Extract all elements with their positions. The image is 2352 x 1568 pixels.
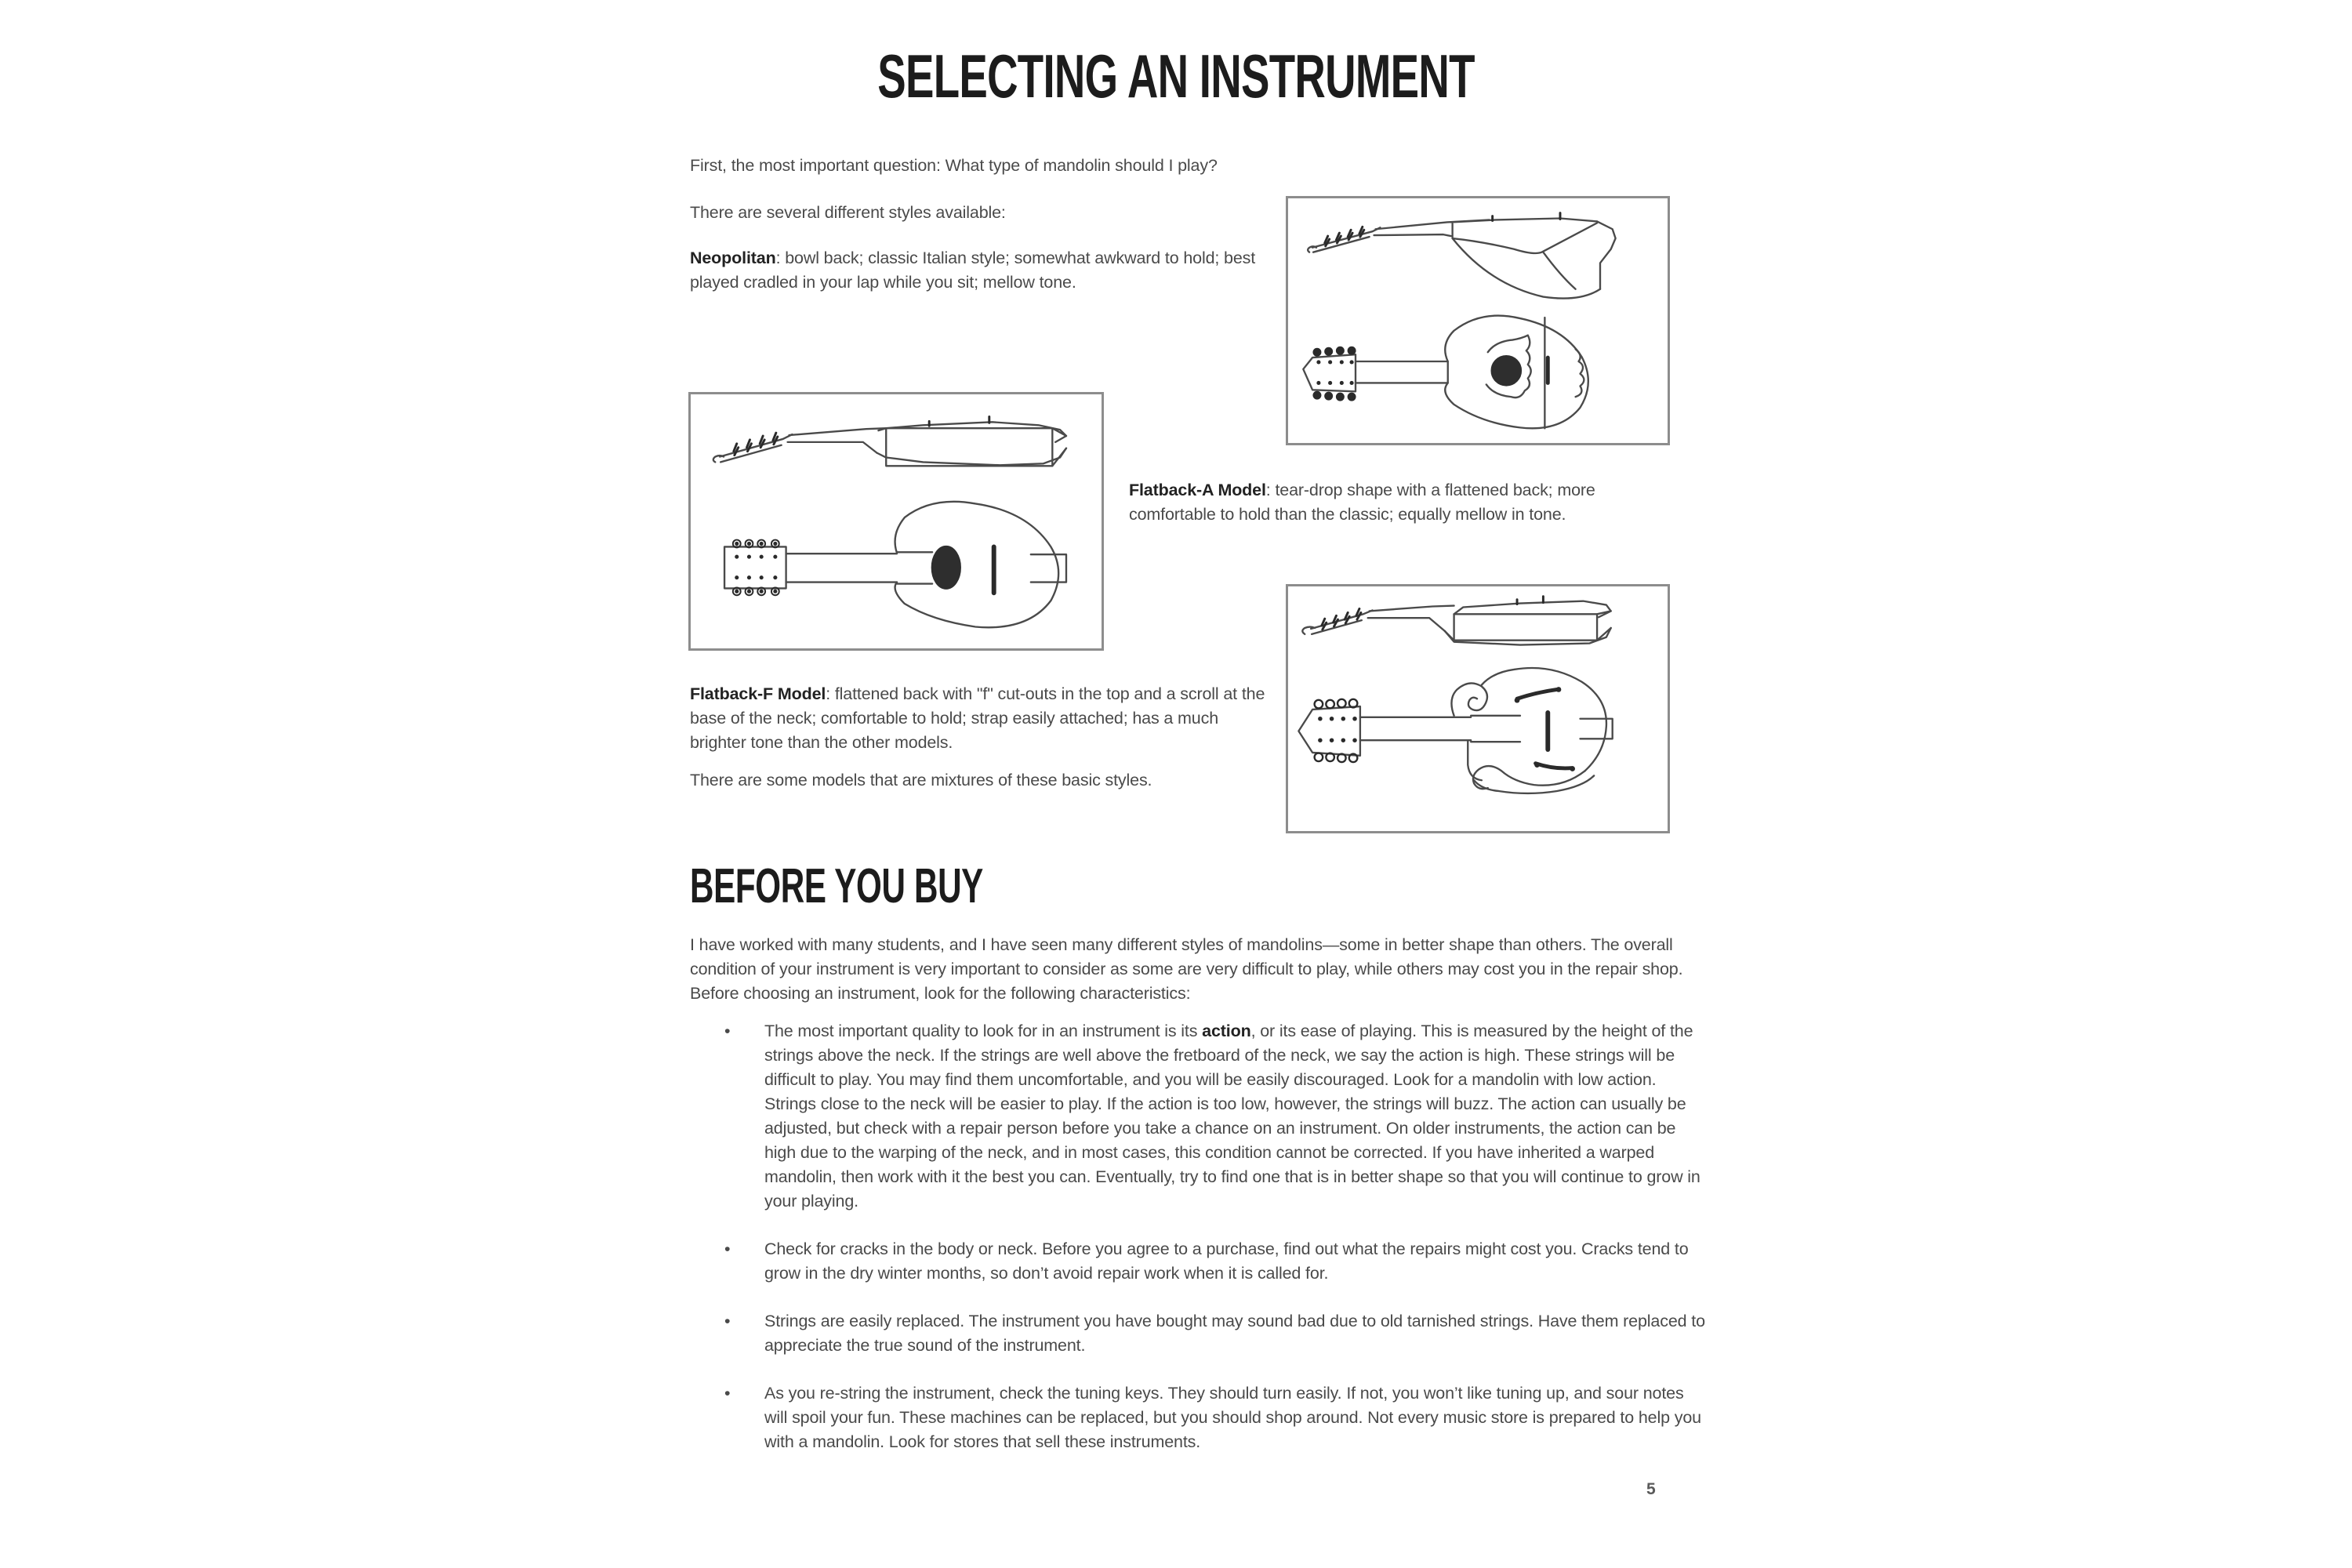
flatback-a-label: Flatback-A Model <box>1129 481 1266 499</box>
list-item-emphasis: action <box>1202 1022 1251 1040</box>
flatback-f-text: : flattened back with "f" cut-outs in the top and a scroll at the base of the neck; comfortable to hold; strap easily attached; has a much brighter tone than the other models. <box>690 684 1265 752</box>
bullet-marker-icon: • <box>724 1312 731 1330</box>
characteristics-bullet-list <box>690 1019 1705 1478</box>
flatback-f-mandolin-illustration <box>1286 584 1670 833</box>
list-item <box>690 1019 1705 1214</box>
list-item-text-post: , or its ease of playing. This is measured by the height of the strings above the neck. If the strings are well above the fretboard of the neck, we say the action is high. These strings will be difficult to play. You may find them uncomfortable, and you will be easily discouraged. Look for a mandolin with low action. Strings close to the neck will be easier to play. If the action is too low, however, the strings will buzz. The action can usually be adjusted, but check with a repair person before you take a chance on an instrument. On older instruments, the action can be high due to the warping of the neck, and in most cases, this condition cannot be corrected. If you have inherited a warped mandolin, then work with it the best you can. Eventually, try to find one that is in better shape so that you will continue to grow in your playing. <box>764 1022 1700 1210</box>
list-item-text-pre: Strings are easily replaced. The instrument you have bought may sound bad due to old tarnished strings. Have them replaced to appreciate the true sound of the instrument. <box>764 1312 1705 1355</box>
mixtures-paragraph: There are some models that are mixtures of these basic styles. <box>690 771 1152 789</box>
before-you-buy-intro: I have worked with many students, and I have seen many different styles of mandolins—some in better shape than others. The overall condition of your instrument is very important to consider as some are very difficult to play, while others may cost you in the repair shop. Before choosing an instrument, look for the following characteristics: <box>690 935 1683 1003</box>
list-item-text-pre: The most important quality to look for in an instrument is its <box>764 1022 1203 1040</box>
flatback-f-caption <box>690 682 1270 755</box>
bullet-marker-icon: • <box>724 1384 731 1403</box>
list-item-text-pre: Check for cracks in the body or neck. Before you agree to a purchase, find out what the repairs might cost you. Cracks tend to grow in the dry winter months, so don’t avoid repair work when it is called for. <box>764 1240 1689 1283</box>
page-title: SELECTING AN INSTRUMENT <box>877 42 1475 111</box>
bullet-marker-icon: • <box>724 1022 731 1040</box>
flatback-a-mandolin-illustration <box>688 392 1104 651</box>
flatback-a-text: : tear-drop shape with a flattened back; more comfortable to hold than the classic; equally mellow in tone. <box>1129 481 1595 524</box>
list-item <box>690 1309 1705 1358</box>
neopolitan-text: : bowl back; classic Italian style; somewhat awkward to hold; best played cradled in your lap while you sit; mellow tone. <box>690 249 1256 292</box>
list-item-text-pre: As you re-string the instrument, check the tuning keys. They should turn easily. If not, you won’t like tuning up, and sour notes will spoil your fun. These machines can be replaced, but you should shop around. Not every music store is prepared to help you with a mandolin. Look for stores that sell these instruments. <box>764 1384 1701 1451</box>
section-heading-before-you-buy: BEFORE YOU BUY <box>690 859 983 913</box>
flatback-f-label: Flatback-F Model <box>690 684 826 703</box>
page-number: 5 <box>1646 1480 1656 1498</box>
list-item <box>690 1381 1705 1454</box>
neopolitan-mandolin-illustration <box>1286 196 1670 445</box>
neopolitan-label: Neopolitan <box>690 249 776 267</box>
intro-question-paragraph: First, the most important question: What type of mandolin should I play? <box>690 156 1218 175</box>
bullet-marker-icon: • <box>724 1240 731 1258</box>
styles-lead-paragraph: There are several different styles available: <box>690 203 1006 222</box>
flatback-a-caption <box>1129 478 1678 527</box>
neopolitan-description <box>690 246 1286 295</box>
list-item <box>690 1237 1705 1286</box>
